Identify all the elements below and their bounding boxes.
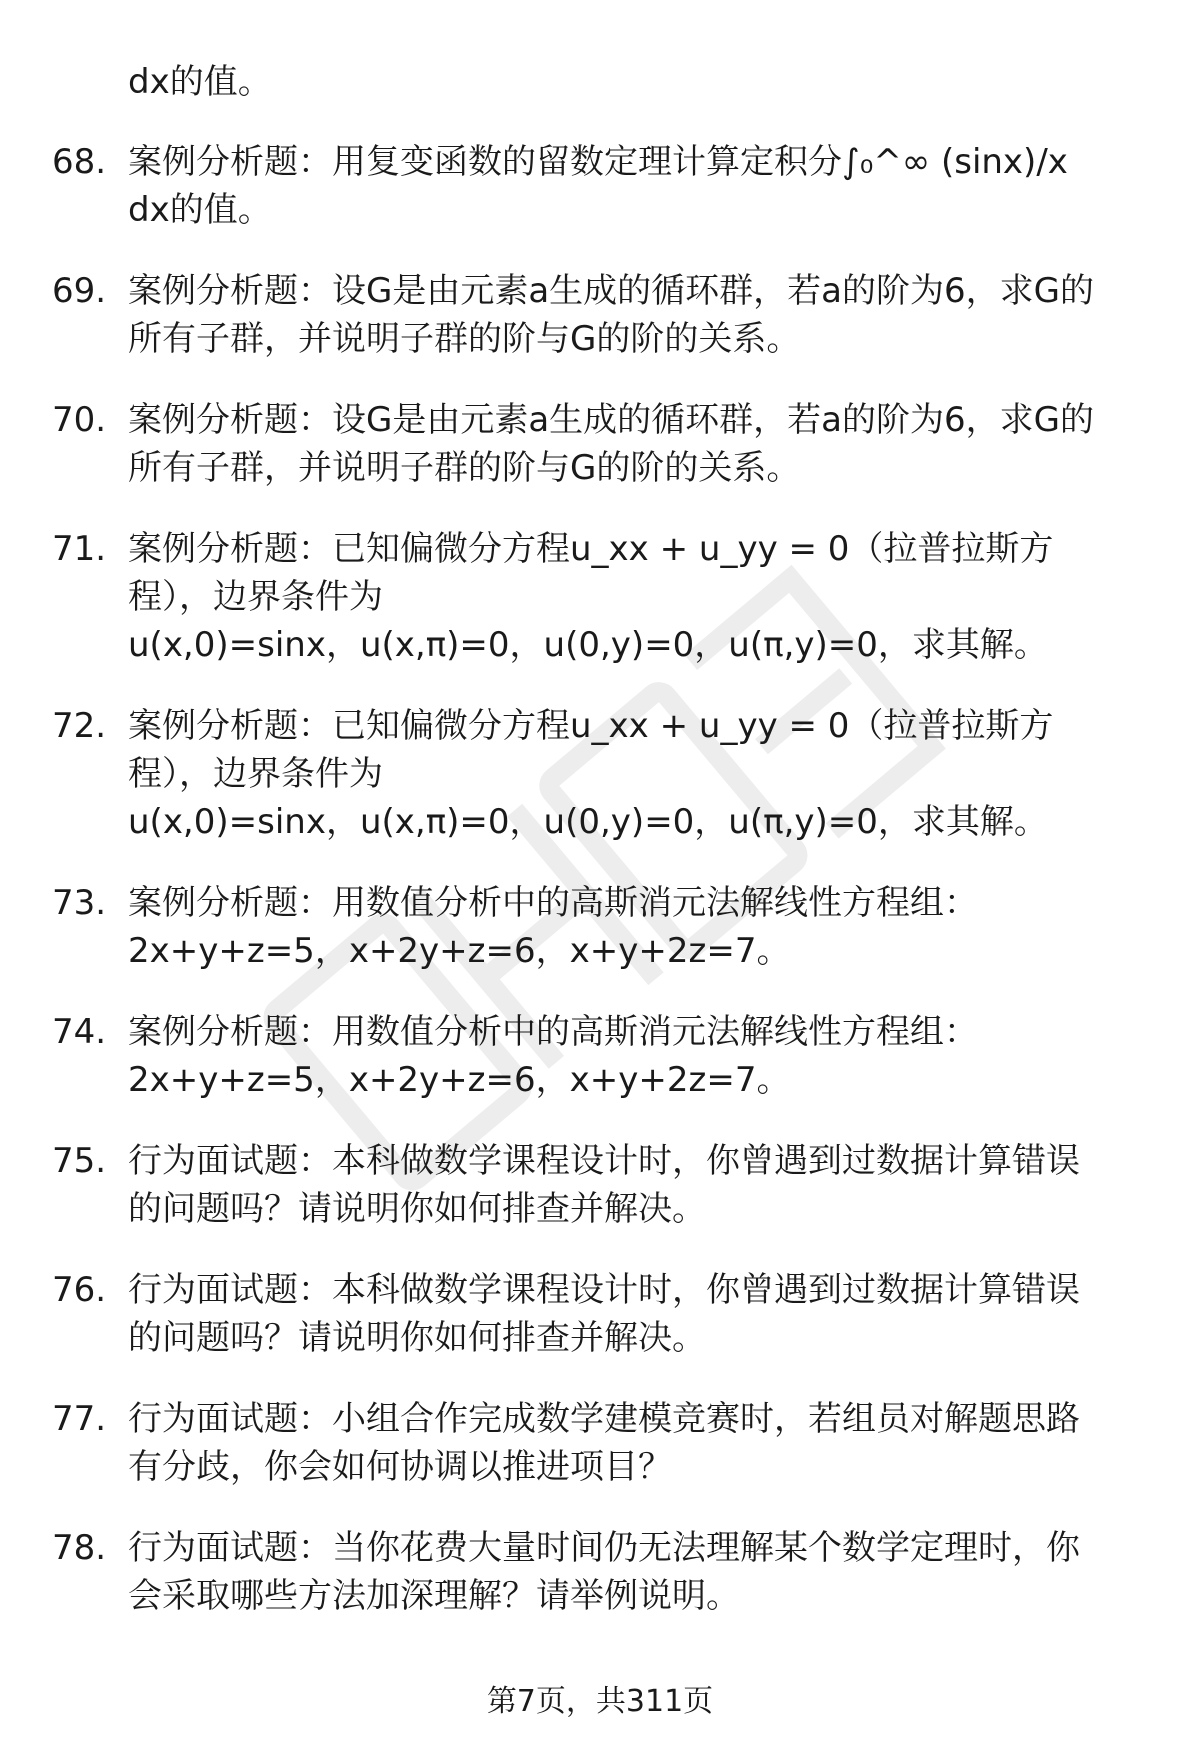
question-line: 会采取哪些方法加深理解？请举例说明。: [128, 1576, 740, 1616]
question-line: 2x+y+z=5，x+2y+z=6，x+y+2z=7。: [128, 931, 791, 971]
question-line: 案例分析题：设G是由元素a生成的循环群，若a的阶为6，求G的: [128, 400, 1094, 440]
question-item: [52, 525, 1162, 669]
question-line: 案例分析题：已知偏微分方程u_xx + u_yy = 0（拉普拉斯方: [128, 529, 1054, 569]
question-number: 69.: [52, 271, 107, 311]
question-line: 所有子群，并说明子群的阶与G的阶的关系。: [128, 448, 801, 488]
question-line: 有分歧，你会如何协调以推进项目？: [128, 1447, 672, 1487]
question-text: [128, 138, 1162, 234]
question-number: 78.: [52, 1528, 107, 1568]
question-line: u(x,0)=sinx，u(x,π)=0，u(0,y)=0，u(π,y)=0，求其解。: [128, 625, 1048, 665]
question-item: [52, 1524, 1162, 1620]
question-line: 案例分析题：设G是由元素a生成的循环群，若a的阶为6，求G的: [128, 271, 1094, 311]
question-line: dx的值。: [128, 190, 272, 230]
continued-text: dx的值。: [128, 62, 272, 102]
question-line: 行为面试题：本科做数学课程设计时，你曾遇到过数据计算错误: [128, 1270, 1080, 1310]
question-number: 77.: [52, 1399, 107, 1439]
question-line: 案例分析题：用复变函数的留数定理计算定积分∫₀^∞ (sinx)/x: [128, 142, 1068, 182]
question-line: 程），边界条件为: [128, 754, 383, 794]
question-text: [128, 1266, 1162, 1362]
question-text: [128, 1524, 1162, 1620]
question-line: 的问题吗？请说明你如何排查并解决。: [128, 1318, 706, 1358]
question-item: [52, 396, 1162, 492]
question-text: [128, 1008, 1162, 1104]
question-item: [52, 1266, 1162, 1362]
question-number: 70.: [52, 400, 107, 440]
question-number: 74.: [52, 1012, 107, 1052]
question-line: 程），边界条件为: [128, 577, 383, 617]
question-item: [52, 1008, 1162, 1104]
page-footer: 第7页，共311页: [486, 1684, 714, 1719]
question-text: [128, 1395, 1162, 1491]
question-item: [52, 267, 1162, 363]
question-text: [128, 267, 1162, 363]
question-item: [52, 138, 1162, 234]
question-line: 所有子群，并说明子群的阶与G的阶的关系。: [128, 319, 801, 359]
question-text: [128, 702, 1162, 846]
question-line: 行为面试题：小组合作完成数学建模竞赛时，若组员对解题思路: [128, 1399, 1080, 1439]
question-line: 2x+y+z=5，x+2y+z=6，x+y+2z=7。: [128, 1060, 791, 1100]
question-number: 72.: [52, 706, 107, 746]
question-item: [52, 879, 1162, 975]
question-line: 的问题吗？请说明你如何排查并解决。: [128, 1189, 706, 1229]
question-item: [52, 1395, 1162, 1491]
question-number: 76.: [52, 1270, 107, 1310]
question-number: 71.: [52, 529, 107, 569]
question-text: [128, 1137, 1162, 1233]
question-text: [128, 879, 1162, 975]
question-line: u(x,0)=sinx，u(x,π)=0，u(0,y)=0，u(π,y)=0，求其解。: [128, 802, 1048, 842]
question-line: 案例分析题：用数值分析中的高斯消元法解线性方程组：: [128, 1012, 978, 1052]
question-number: 75.: [52, 1141, 107, 1181]
question-number: 68.: [52, 142, 107, 182]
question-list: [52, 138, 1162, 1653]
question-line: 案例分析题：已知偏微分方程u_xx + u_yy = 0（拉普拉斯方: [128, 706, 1054, 746]
question-number: 73.: [52, 883, 107, 923]
question-line: 行为面试题：当你花费大量时间仍无法理解某个数学定理时，你: [128, 1528, 1080, 1568]
question-text: [128, 525, 1162, 669]
question-item: [52, 1137, 1162, 1233]
question-line: 行为面试题：本科做数学课程设计时，你曾遇到过数据计算错误: [128, 1141, 1080, 1181]
question-line: 案例分析题：用数值分析中的高斯消元法解线性方程组：: [128, 883, 978, 923]
question-text: [128, 396, 1162, 492]
question-item: [52, 702, 1162, 846]
